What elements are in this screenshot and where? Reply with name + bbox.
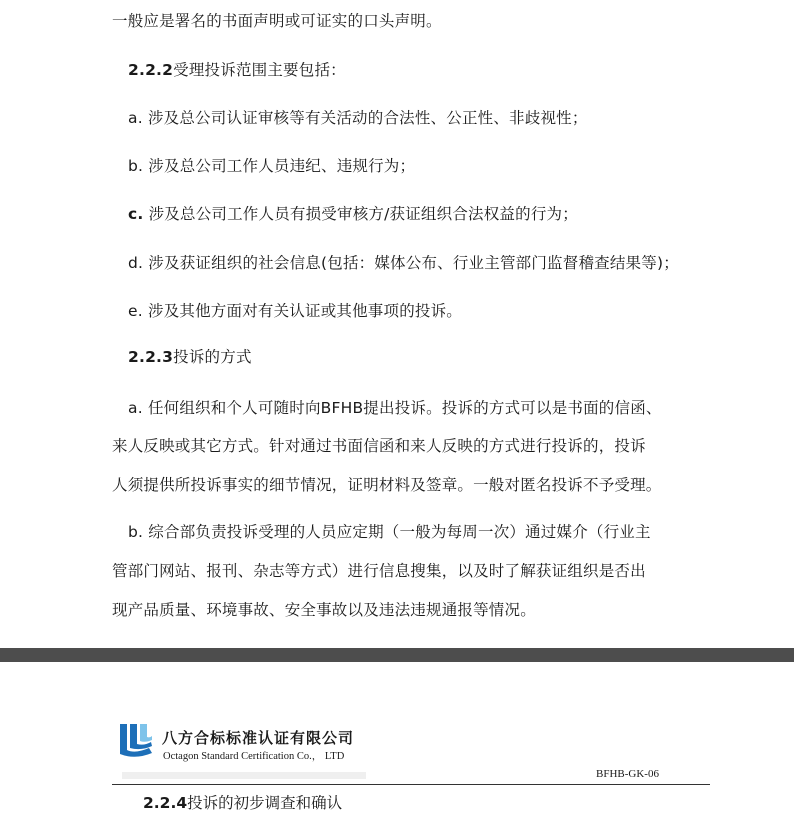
company-name-en: Octagon Standard Certification Co.， LTD [163,751,345,762]
section-title: 受理投诉范围主要包括： [173,61,346,79]
list-text: 涉及总公司工作人员有损受审核方/获证组织合法权益的行为； [143,205,578,223]
section-number: 2.2.2 [128,61,174,79]
list-item-e: e. 涉及其他方面对有关认证或其他事项的投诉。 [128,302,462,320]
paragraph-line: 一般应是署名的书面声明或可证实的口头声明。 [112,12,442,30]
paragraph-b-line-1: b. 综合部负责投诉受理的人员应定期（一般为每周一次）通过媒介（行业主 [128,523,651,541]
section-heading-2-2-4 [143,792,342,814]
list-item-a: a. 涉及总公司认证审核等有关活动的合法性、公正性、非歧视性； [128,109,588,127]
header-rule [112,784,710,785]
list-item-b: b. 涉及总公司工作人员违纪、违规行为； [128,157,416,175]
list-item-d: d. 涉及获证组织的社会信息(包括：媒体公布、行业主管部门监督稽查结果等)； [128,254,679,272]
section-heading-2-2-2 [128,59,346,81]
paragraph-a-line-1: a. 任何组织和个人可随时向BFHB提出投诉。投诉的方式可以是书面的信函、 [128,399,662,417]
company-name-cn: 八方合标标准认证有限公司 [162,729,355,747]
section-heading-2-2-3 [128,346,252,368]
section-title: 投诉的初步调查和确认 [187,794,343,812]
list-item-c [128,203,578,225]
document-code: BFHB-GK-06 [596,768,659,780]
header-shade-bar [122,772,366,779]
page-divider [0,648,794,662]
section-number: 2.2.4 [143,794,188,812]
paragraph-a-line-3: 人须提供所投诉事实的细节情况，证明材料及签章。一般对匿名投诉不予受理。 [112,476,662,494]
list-marker: c. [128,205,144,223]
section-title: 投诉的方式 [173,348,252,366]
paragraph-a-line-2: 来人反映或其它方式。针对通过书面信函和来人反映的方式进行投诉的，投诉 [112,437,646,455]
section-number: 2.2.3 [128,348,174,366]
company-logo-icon [117,720,155,758]
paragraph-b-line-2: 管部门网站、报刊、杂志等方式）进行信息搜集，以及时了解获证组织是否出 [112,562,646,580]
paragraph-b-line-3: 现产品质量、环境事故、安全事故以及违法违规通报等情况。 [112,601,536,619]
